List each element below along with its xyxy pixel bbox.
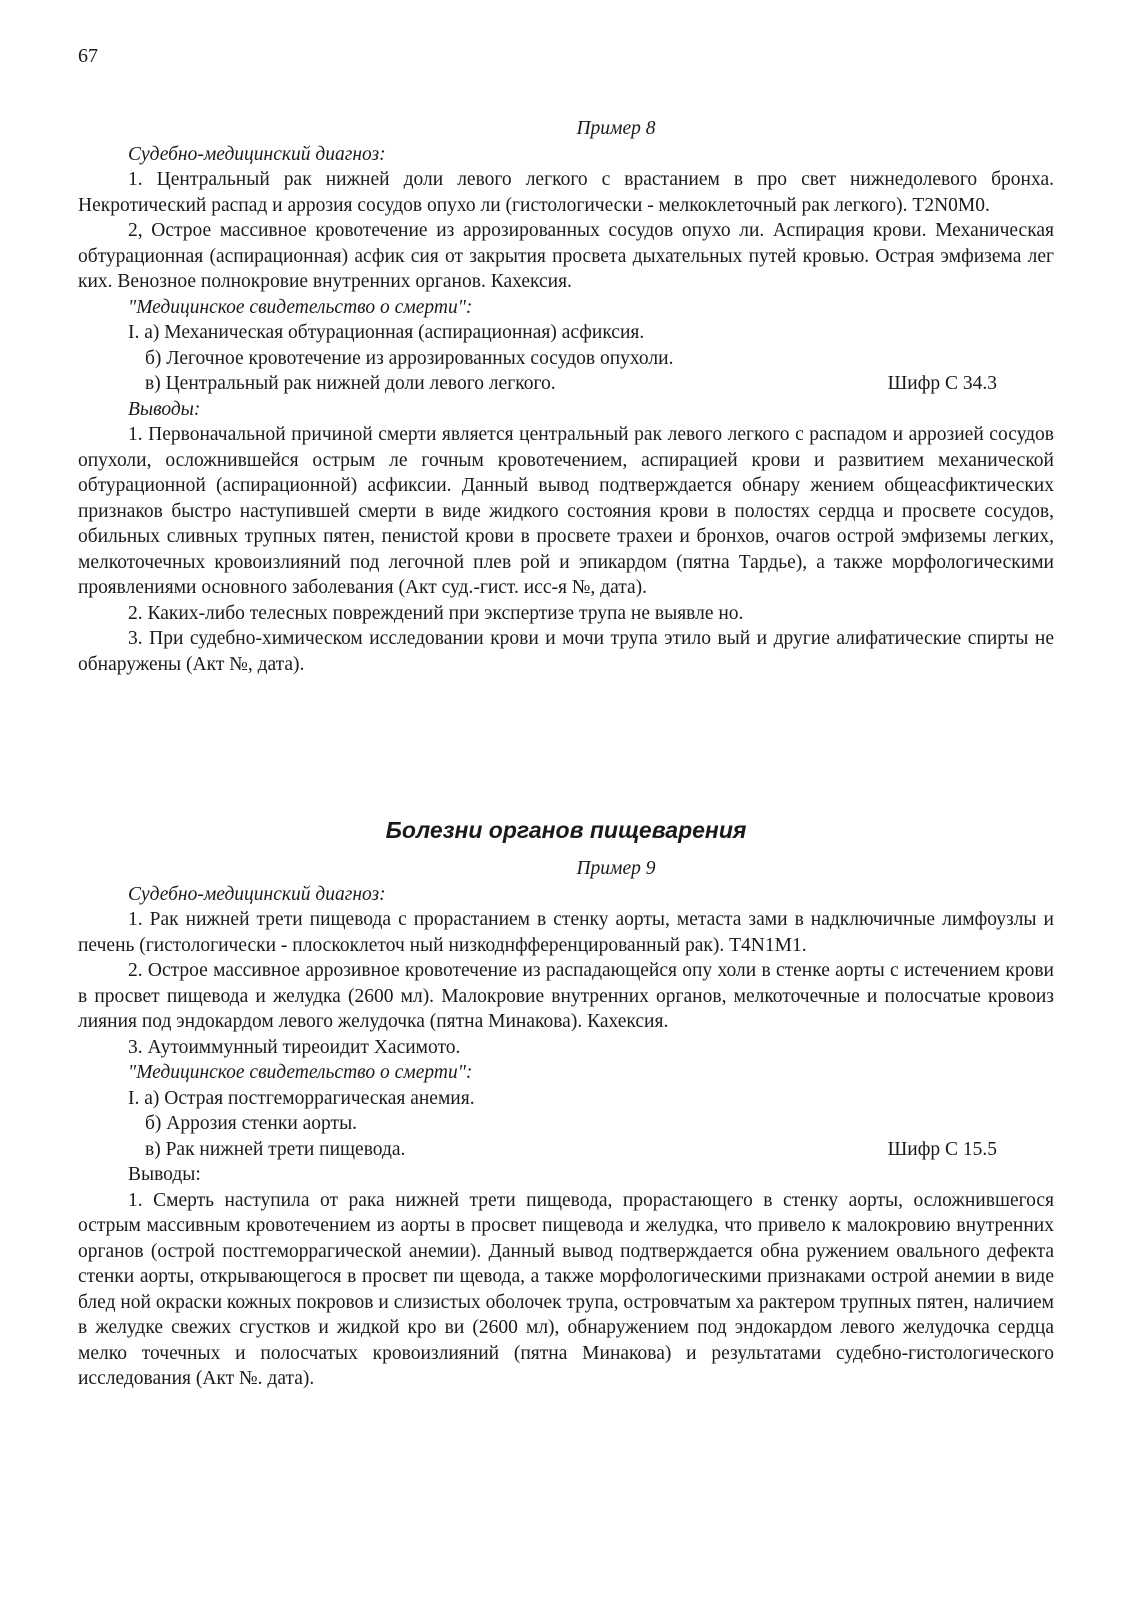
certificate-line (78, 346, 1054, 372)
certificate-line-text: б) Аррозия стенки аорты. (145, 1113, 358, 1134)
conclusion-item: 1. Смерть наступила от рака нижней трети пищевода, прорастающего в стенку аорты, осложнившегося острым массивным кровотечением из аорты в просвет пищевода и желудка, что привело к малокровию внутренних органов (острой постгеморрагической анемии). Данный вывод подтверждается обна ружением овального дефекта стенки аорты, открывающегося в просвет пи щевода, а также морфологическими признаками острой анемии в виде блед ной окраски кожных покровов и слизистых оболочек трупа, островчатым ха рактером трупных пятен, наличием в желудке свежих сгустков и жидкой кро ви (2600 мл), обнаружением под эндокардом левого желудочка сердца мелко точечных и полосчатых кровоизлияний (пятна Минакова) и результатами судебно-гистологического исследования (Акт №. дата). (78, 1189, 1054, 1389)
cipher-code (997, 320, 1054, 346)
example-8 (78, 116, 1054, 677)
cipher-code (997, 1111, 1054, 1137)
conclusion-item: 3. При судебно-химическом исследовании крови и мочи трупа этило вый и другие алифатические спирты не обнаружены (Акт №, дата). (78, 628, 1054, 675)
section-title: Болезни органов пищеварения (385, 817, 747, 843)
certificate-line-text: I. а) Механическая обтурационная (аспирационная) асфиксия. (128, 322, 645, 343)
cipher-code (997, 1086, 1054, 1112)
example-9 (78, 856, 1054, 1392)
cipher-code (997, 346, 1054, 372)
diagnosis-item: 2. Острое массивное аррозивное кровотечение из распадающейся опу холи в стенке аорты с истечением крови в просвет пищевода и желудка (2600 мл). Малокровие внутренних органов, мелкоточечные и полосчатые кровоиз лияния под эндокардом левого желудочка (пятна Минакова). Кахексия. (78, 960, 1054, 1032)
diagnosis-label: Судебно-медицинский диагноз: (128, 143, 386, 165)
certificate-line (78, 1137, 1054, 1163)
diagnosis-item: 1. Рак нижней трети пищевода с прорастанием в стенку аорты, метаста зами в надключичные лимфоузлы и печень (гистологически - плоскоклеточ ный низкоднфференцированный рак). T4N1M1. (78, 909, 1054, 956)
conclusions-label: Выводы: (128, 1164, 201, 1185)
diagnosis-item: 3. Аутоиммунный тиреоидит Хасимото. (128, 1036, 461, 1058)
certificate-line-text: I. а) Острая постгеморрагическая анемия. (128, 1087, 475, 1109)
conclusion-item: 1. Первоначальной причиной смерти является центральный рак левого легкого с распадом и аррозией сосудов опухоли, осложнившейся острым ле гочным кровотечением, аспирацией крови и развитием механической обтурационной (аспирационной) асфиксии. Данный вывод подтверждается обнару жением общеасфиктических признаков быстро наступившей смерти в виде жидкого состояния крови в полостях сердца и просвете сосудов, обильных сливных трупных пятен, пенистой крови в просвете трахеи и бронхов, очагов острой эмфиземы легких, мелкоточечных кровоизлияний под легочной плев рой и эпикардом (пятна Тардье), а также морфологическими проявлениями основного заболевания (Акт суд.-гист. исс-я №, дата). (78, 424, 1054, 598)
conclusion-item: 2. Каких-либо телесных повреждений при экспертизе трупа не выявле но. (128, 602, 744, 624)
cipher-code: Шифр С 34.3 (887, 373, 997, 394)
certificate-line (78, 1111, 1054, 1137)
certificate-line (78, 1086, 1054, 1112)
certificate-label: "Медицинское свидетельство о смерти": (128, 1062, 473, 1083)
certificate-line-text: в) Рак нижней трети пищевода. (145, 1138, 406, 1160)
certificate-line-text: б) Легочное кровотечение из аррозированных сосудов опухоли. (145, 347, 674, 369)
diagnosis-item: 2, Острое массивное кровотечение из аррозированных сосудов опухо ли. Аспирация крови. Механическая обтурационная (аспирационная) асфик сия от закрытия просвета дыхательных путей кровью. Острая эмфизема лег ких. Венозное полнокровие внутренних органов. Кахексия. (78, 220, 1054, 292)
diagnosis-label: Судебно-медицинский диагноз: (128, 883, 386, 905)
certificate-line (78, 371, 1054, 397)
certificate-label: "Медицинское свидетельство о смерти": (128, 296, 473, 318)
page-number: 67 (78, 45, 98, 67)
example-title: Пример 8 (576, 118, 656, 139)
cipher-code: Шифр С 15.5 (887, 1138, 997, 1160)
example-title: Пример 9 (576, 858, 656, 879)
certificate-line-text: в) Центральный рак нижней доли левого легкого. (145, 373, 556, 394)
certificate-line (78, 320, 1054, 346)
diagnosis-item: 1. Центральный рак нижней доли левого легкого с врастанием в про свет нижнедолевого бронха. Некротический распад и аррозия сосудов опухо ли (гистологически - мелкоклеточный рак легкого). T2N0M0. (78, 169, 1054, 216)
conclusions-label: Выводы: (128, 398, 201, 420)
